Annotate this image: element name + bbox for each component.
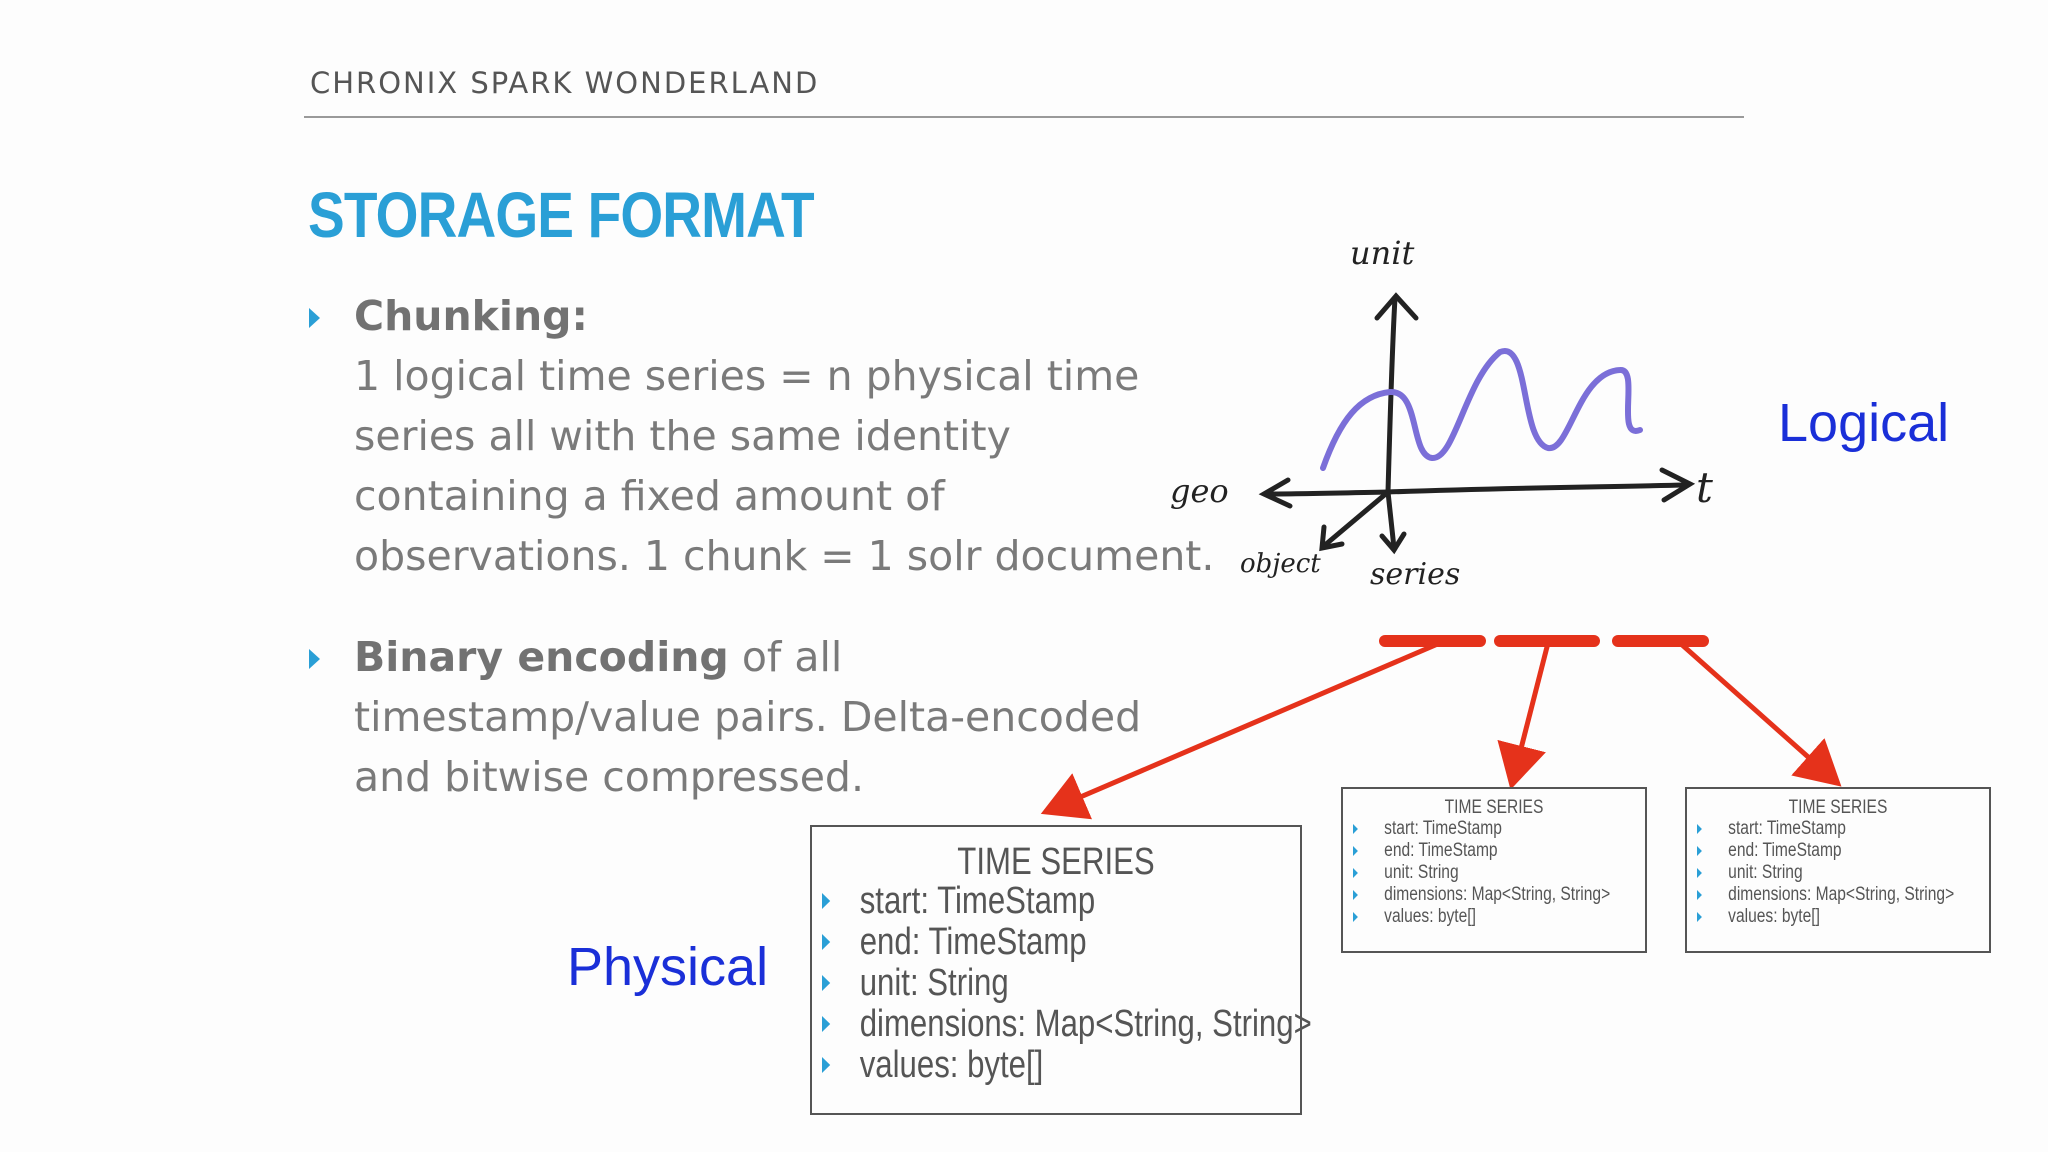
axis-label-up: unit [1350, 234, 1415, 272]
time-series-box-small-1 [1341, 787, 1647, 953]
bullet-line: observations. 1 chunk = 1 solr document. [354, 532, 1215, 580]
field-row: values: byte[] [1353, 906, 1592, 928]
bullet-marker-icon [822, 1016, 830, 1032]
chunk-arrows [1050, 643, 1834, 810]
physical-label: Physical [567, 937, 769, 997]
field-row: dimensions: Map<String, String> [1353, 884, 1592, 906]
bullet-marker-icon [1353, 846, 1358, 856]
axis-label-left: geo [1170, 472, 1229, 510]
field-row: dimensions: Map<String, String> [1697, 884, 1936, 906]
bullet-line: 1 logical time series = n physical time [354, 352, 1140, 400]
field-row: unit: String [1353, 862, 1592, 884]
bullet-marker-icon [822, 1057, 830, 1073]
logical-label: Logical [1778, 393, 1950, 453]
bullet-marker-icon [822, 975, 830, 991]
time-series-box-large [810, 825, 1312, 1115]
bullet-line: containing a fixed amount of [354, 472, 945, 520]
bullet-line: and bitwise compressed. [354, 753, 864, 801]
bullet-marker-icon [822, 893, 830, 909]
bullet-marker-icon [1697, 890, 1702, 900]
time-series-box-small-2 [1685, 787, 1991, 953]
bullet-line: series all with the same identity [354, 412, 1011, 460]
left-axis [1268, 492, 1388, 494]
field-row: end: TimeStamp [1353, 840, 1592, 862]
bullet-bold: Binary encoding [354, 633, 729, 681]
field-row: dimensions: Map<String, String> [822, 1004, 1214, 1045]
arrow-to-small-box-2 [1680, 643, 1834, 780]
arrow-to-small-box-1 [1513, 643, 1548, 780]
field-row: end: TimeStamp [1697, 840, 1936, 862]
slide-title: STORAGE FORMAT [308, 179, 814, 251]
bullet-marker-icon [822, 934, 830, 950]
bullet-marker-icon [1353, 890, 1358, 900]
bullet-rest: of all [728, 633, 843, 681]
box-title: TIME SERIES [1788, 797, 1888, 818]
box-title: TIME SERIES [1444, 797, 1544, 818]
bullet-bold: Chunking: [354, 292, 588, 340]
bullet-marker-icon [1697, 912, 1702, 922]
series-curve [1323, 351, 1640, 468]
down-axis [1388, 492, 1394, 548]
bullet-marker-icon [1353, 824, 1358, 834]
field-row: start: TimeStamp [822, 881, 1214, 922]
field-row: unit: String [822, 963, 1214, 1004]
field-row: end: TimeStamp [822, 922, 1214, 963]
bullet-marker-icon [1353, 868, 1358, 878]
bullet-marker-icon [1697, 824, 1702, 834]
axis-label-down: series [1370, 557, 1461, 592]
arrow-to-big-box [1050, 643, 1440, 810]
field-row: values: byte[] [1697, 906, 1936, 928]
field-row: start: TimeStamp [1697, 818, 1936, 840]
horizontal-axis [1388, 485, 1685, 492]
field-row: unit: String [1697, 862, 1936, 884]
field-row: start: TimeStamp [1353, 818, 1592, 840]
box-title: TIME SERIES [957, 841, 1155, 883]
bullet-marker-icon [1697, 846, 1702, 856]
axis-label-down-left: object [1240, 549, 1321, 579]
diagonal-axis [1325, 492, 1388, 545]
axis-label-right: t [1696, 463, 1713, 512]
bullet-marker-icon [1353, 912, 1358, 922]
bullet-line: timestamp/value pairs. Delta-encoded [354, 693, 1142, 741]
header-title: CHRONIX SPARK WONDERLAND [310, 66, 820, 100]
bullet-marker-icon [1697, 868, 1702, 878]
field-row: values: byte[] [822, 1045, 1214, 1086]
